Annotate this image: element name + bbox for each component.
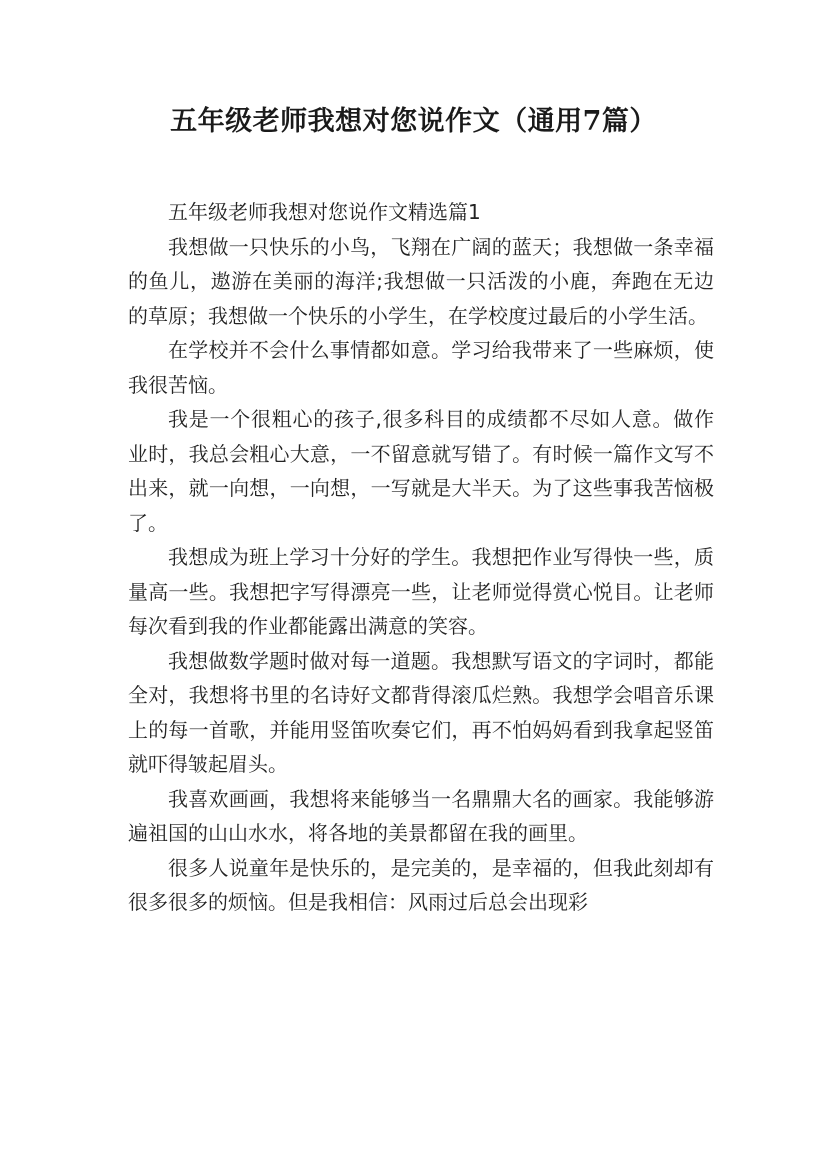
document-title: 五年级老师我想对您说作文（通用7篇） (170, 106, 657, 137)
paragraph-5: 我想做数学题时做对每一道题。我想默写语文的字词时，都能全对，我想将书里的名诗好文都背得滚瓜烂熟。我想学会唱音乐课上的每一首歌，并能用竖笛吹奏它们，再不怕妈妈看到我拿起竖笛就吓得皱起眉头。 (128, 648, 714, 776)
paragraph-4: 我想成为班上学习十分好的学生。我想把作业写得快一些，质量高一些。我想把字写得漂亮一些，让老师觉得赏心悦目。让老师每次看到我的作业都能露出满意的笑容。 (128, 545, 714, 638)
section-heading: 五年级老师我想对您说作文精选篇1 (168, 200, 481, 224)
paragraph-2: 在学校并不会什么事情都如意。学习给我带来了一些麻烦，使我很苦恼。 (128, 338, 714, 397)
paragraph-7: 很多人说童年是快乐的，是完美的，是幸福的，但我此刻却有很多很多的烦恼。但是我相信：风雨过后总会出现彩 (128, 855, 714, 914)
document-body (128, 195, 714, 920)
paragraph-1: 我想做一只快乐的小鸟，飞翔在广阔的蓝天；我想做一条幸福的鱼儿，遨游在美丽的海洋;我想做一只活泼的小鹿，奔跑在无边的草原；我想做一个快乐的小学生，在学校度过最后的小学生活。 (128, 234, 714, 328)
paragraph-6: 我喜欢画画，我想将来能够当一名鼎鼎大名的画家。我能够游遍祖国的山山水水，将各地的美景都留在我的画里。 (128, 786, 714, 845)
paragraph-3: 我是一个很粗心的孩子,很多科目的成绩都不尽如人意。做作业时，我总会粗心大意，一不留意就写错了。有时候一篇作文写不出来，就一向想，一向想，一写就是大半天。为了这些事我苦恼极了。 (128, 407, 714, 535)
